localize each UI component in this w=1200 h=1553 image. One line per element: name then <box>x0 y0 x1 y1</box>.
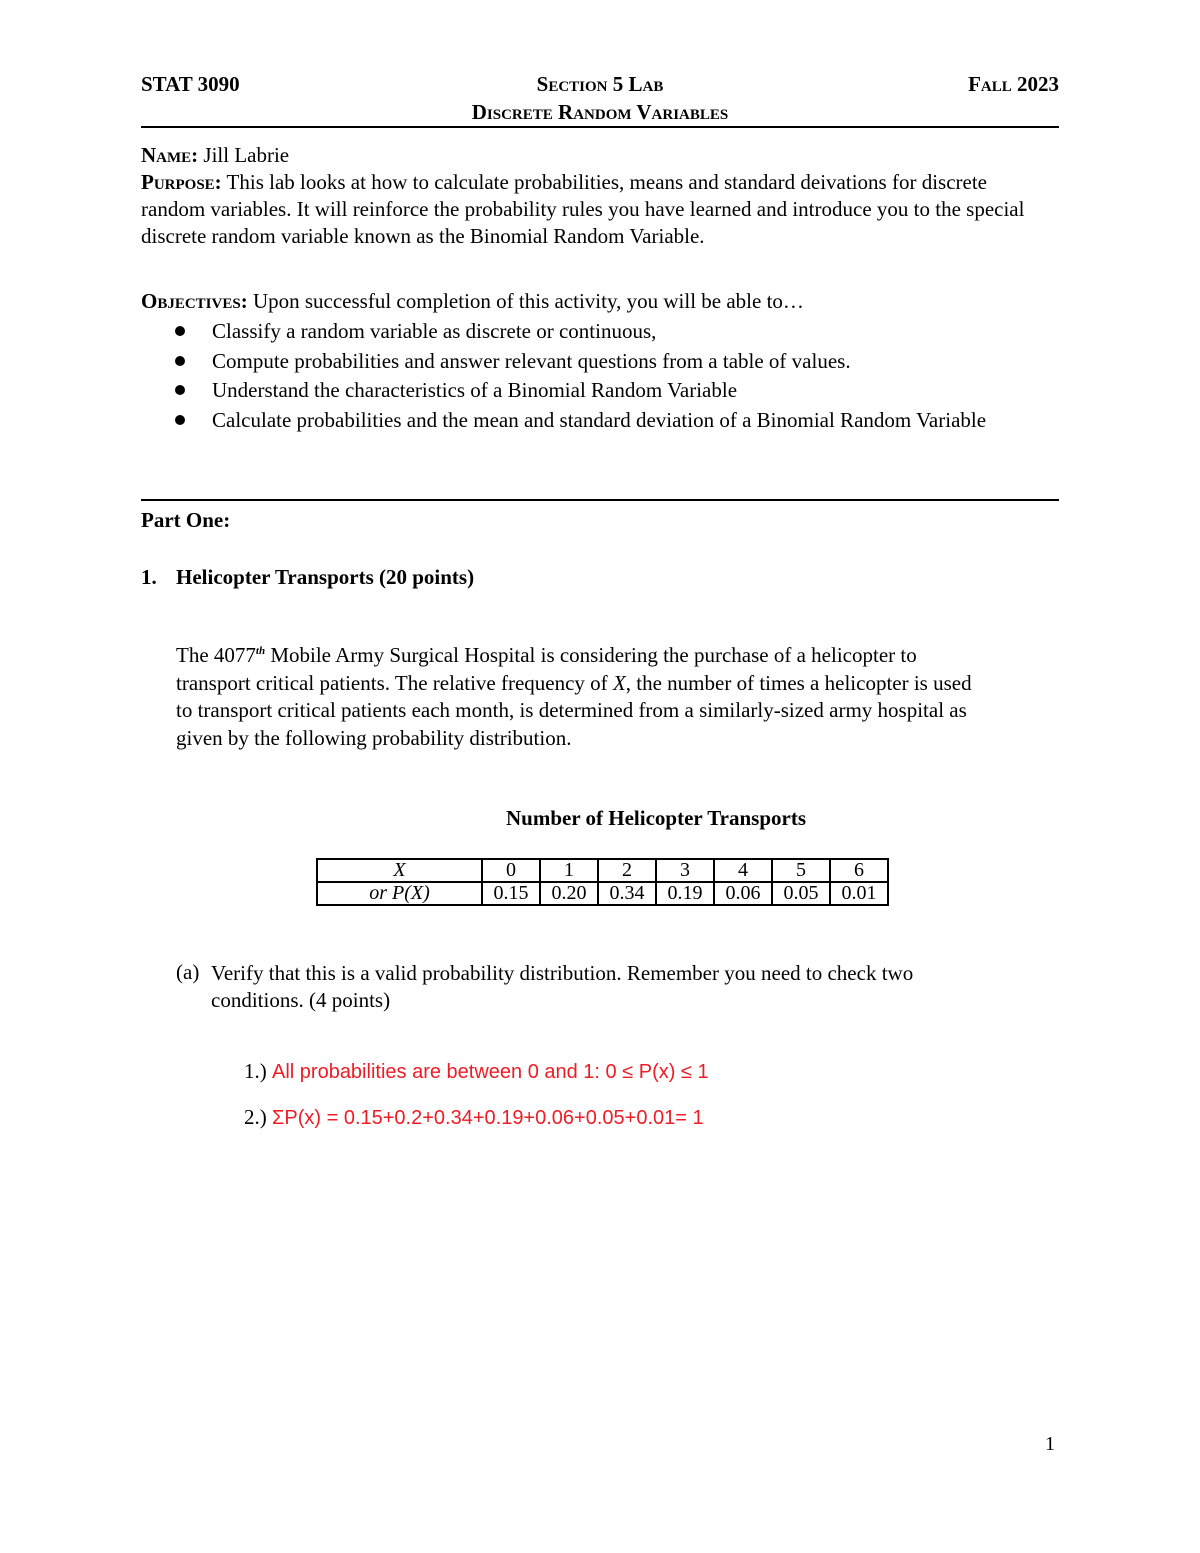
table-cell: 6 <box>830 859 888 882</box>
bullet-icon <box>175 326 185 336</box>
answer-text: All probabilities are between 0 and 1: 0 ≤ P(x) ≤ 1 <box>272 1061 709 1083</box>
list-item: Classify a random variable as discrete or continuous, <box>170 317 1030 345</box>
part-a-label: (a) <box>176 960 200 984</box>
lab-subtitle: Discrete Random Variables <box>471 100 729 124</box>
purpose-paragraph <box>141 169 1041 250</box>
objectives-list <box>170 317 1030 435</box>
p-header: or P(X) <box>317 882 482 905</box>
answer-line <box>244 1058 709 1086</box>
table-cell: 0.01 <box>830 882 888 905</box>
list-item: Calculate probabilities and the mean and standard deviation of a Binomial Random Variable <box>170 406 1030 434</box>
probability-table <box>316 858 889 906</box>
answer-number: 2.) <box>244 1105 267 1129</box>
table-cell: 0.20 <box>540 882 598 905</box>
table-title: Number of Helicopter Transports <box>505 806 806 830</box>
question-body: The 4077th Mobile Army Surgical Hospital is considering the purchase of a helicopter to transport critical patients. The relative frequency of X, the number of times a helicopter is used to transport critical patients each month, is determined from a similarly-sized army hospital as given by the following probability distribution. <box>176 643 972 750</box>
table-cell: 0.34 <box>598 882 656 905</box>
table-cell: 0.19 <box>656 882 714 905</box>
section-divider <box>141 499 1059 501</box>
table-row <box>317 859 888 882</box>
answer-number: 1.) <box>244 1059 267 1083</box>
bullet-icon <box>175 415 185 425</box>
name-line <box>141 142 1041 169</box>
table-cell: 5 <box>772 859 830 882</box>
name-label: Name: <box>141 143 199 167</box>
part-a-prompt: Verify that this is a valid probability distribution. Remember you need to check two conditions. (4 points) <box>211 961 914 1012</box>
table-row <box>317 882 888 905</box>
objectives-label: Objectives: <box>141 289 248 313</box>
table-cell: 1 <box>540 859 598 882</box>
header-divider <box>141 126 1059 128</box>
table-cell: 3 <box>656 859 714 882</box>
list-item: Compute probabilities and answer relevant questions from a table of values. <box>170 347 1030 375</box>
bullet-icon <box>175 385 185 395</box>
purpose-label: Purpose: <box>141 170 222 194</box>
purpose-text: This lab looks at how to calculate probabilities, means and standard deivations for discrete random variables. It will reinforce the probability rules you have learned and introduce you to the special discrete random variable known as the Binomial Random Variable. <box>141 170 1025 248</box>
objectives-intro: Upon successful completion of this activity, you will be able to… <box>252 289 804 313</box>
table-cell: 0.05 <box>772 882 830 905</box>
bullet-icon <box>175 356 185 366</box>
term: Fall 2023 <box>968 72 1059 96</box>
course-code: STAT 3090 <box>141 72 240 96</box>
question-title: Helicopter Transports (20 points) <box>176 565 475 589</box>
objectives-line <box>141 288 1041 315</box>
table-cell: 4 <box>714 859 772 882</box>
part-one-heading: Part One: <box>141 508 231 532</box>
list-item: Understand the characteristics of a Binomial Random Variable <box>170 376 1030 404</box>
question-number: 1. <box>141 565 157 589</box>
answer-text: ΣP(x) = 0.15+0.2+0.34+0.19+0.06+0.05+0.01= 1 <box>272 1107 704 1129</box>
section-title: Section 5 Lab <box>536 72 664 96</box>
answer-line <box>244 1104 704 1132</box>
table-cell: 2 <box>598 859 656 882</box>
x-header: X <box>317 859 482 882</box>
table-cell: 0 <box>482 859 540 882</box>
page-number: 1 <box>1045 1433 1055 1455</box>
table-cell: 0.15 <box>482 882 540 905</box>
table-cell: 0.06 <box>714 882 772 905</box>
name-value: Jill Labrie <box>203 143 290 167</box>
